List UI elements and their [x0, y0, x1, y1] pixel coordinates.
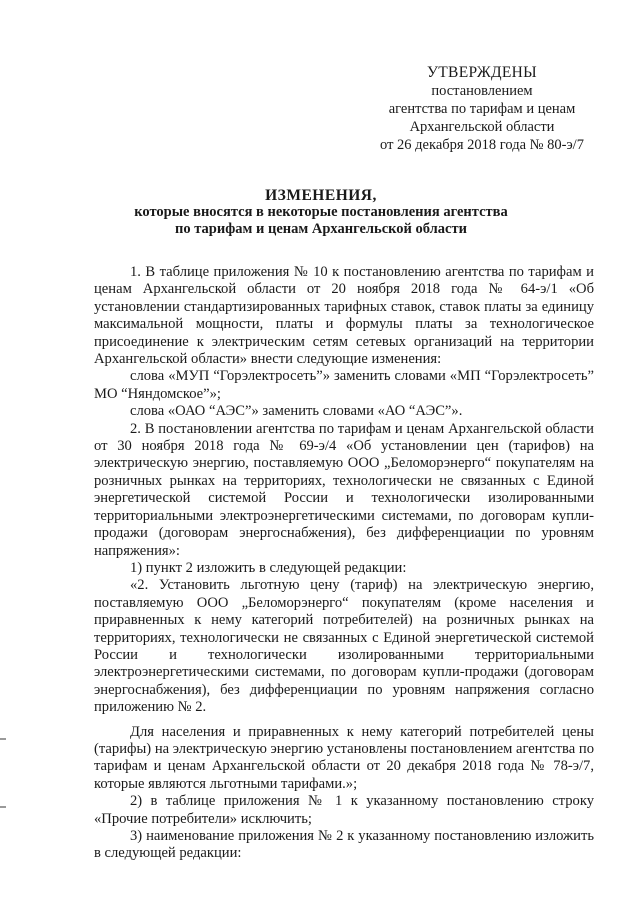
paragraph-item-2: 2. В постановлении агентства по тарифам и ценам Архангельской области от 30 ноября 2018 года № 69-э/4 «Об установлении цен (тарифов) на электрическую энергию, поставляемую ООО „Беломорэнерго“ покупателям на розничных рынках на территориях, технологически не связанных с Единой энергетической системой России и технологически изолированными территориальными электроэнергетическими системами, по договорам купли-продажи (договорам энергоснабжения), без дифференциации по уровням напряжения»:	[94, 420, 594, 559]
paragraph-subitem-3: 3) наименование приложения № 2 к указанному постановлению изложить в следующей редакции:	[94, 828, 594, 862]
document-body	[94, 264, 594, 863]
paragraph-quote: «2. Установить льготную цену (тариф) на электрическую энергию, поставляемую ООО „Беломорэнерго“ покупателям (кроме населения и приравненных к нему категорий потребителей) на розничных рынках на территориях, технологически не связанных с Единой энергетической системой России и технологически изолированными территориальными электроэнергетическими системами, по договорам купли-продажи (договорам энергоснабжения), без дифференциации по уровням напряжения согласно приложению № 2.	[94, 577, 594, 716]
heading-subtitle: которые вносятся в некоторые постановления агентства	[134, 204, 508, 220]
document-heading	[96, 187, 546, 238]
heading-title: ИЗМЕНЕНИЯ,	[265, 187, 377, 204]
paragraph-replace-1: слова «МУП “Горэлектросеть”» заменить словами «МП “Горэлектросеть” МО “Няндомское”»;	[94, 368, 594, 402]
approval-line: постановлением	[431, 83, 533, 99]
approval-line: агентства по тарифам и ценам	[388, 101, 576, 117]
scan-edge-mark	[0, 806, 6, 808]
paragraph-population: Для населения и приравненных к нему категорий потребителей цены (тарифы) на электрическую энергию установлены постановлением агентства по тарифам и ценам Архангельской области от 20 декабря 2018 года № 78-э/7, которые являются льготными тарифами.»;	[94, 723, 594, 792]
paragraph-item-1: 1. В таблице приложения № 10 к постановлению агентства по тарифам и ценам Архангельской области от 20 ноября 2018 года № 64-э/1 «Об установлении стандартизированных тарифных ставок, ставок платы за единицу максимальной мощности, платы и формулы платы за технологическое присоединение к электрическим сетям сетевых организаций на территории Архангельской области» внести следующие изменения:	[94, 264, 594, 368]
heading-subtitle: по тарифам и ценам Архангельской области	[175, 221, 467, 237]
approval-line: Архангельской области	[409, 119, 555, 135]
scan-edge-mark	[0, 738, 6, 740]
approval-line: от 26 декабря 2018 года № 80-э/7	[380, 137, 584, 153]
approval-title: УТВЕРЖДЕНЫ	[427, 64, 537, 81]
paragraph-subitem-1: 1) пункт 2 изложить в следующей редакции:	[130, 559, 407, 576]
paragraph-subitem-2: 2) в таблице приложения № 1 к указанному постановлению строку «Прочие потребители» исключить;	[94, 793, 594, 827]
paragraph-replace-2: слова «ОАО “АЭС”» заменить словами «АО “АЭС”».	[130, 403, 463, 420]
approval-block	[362, 64, 602, 154]
